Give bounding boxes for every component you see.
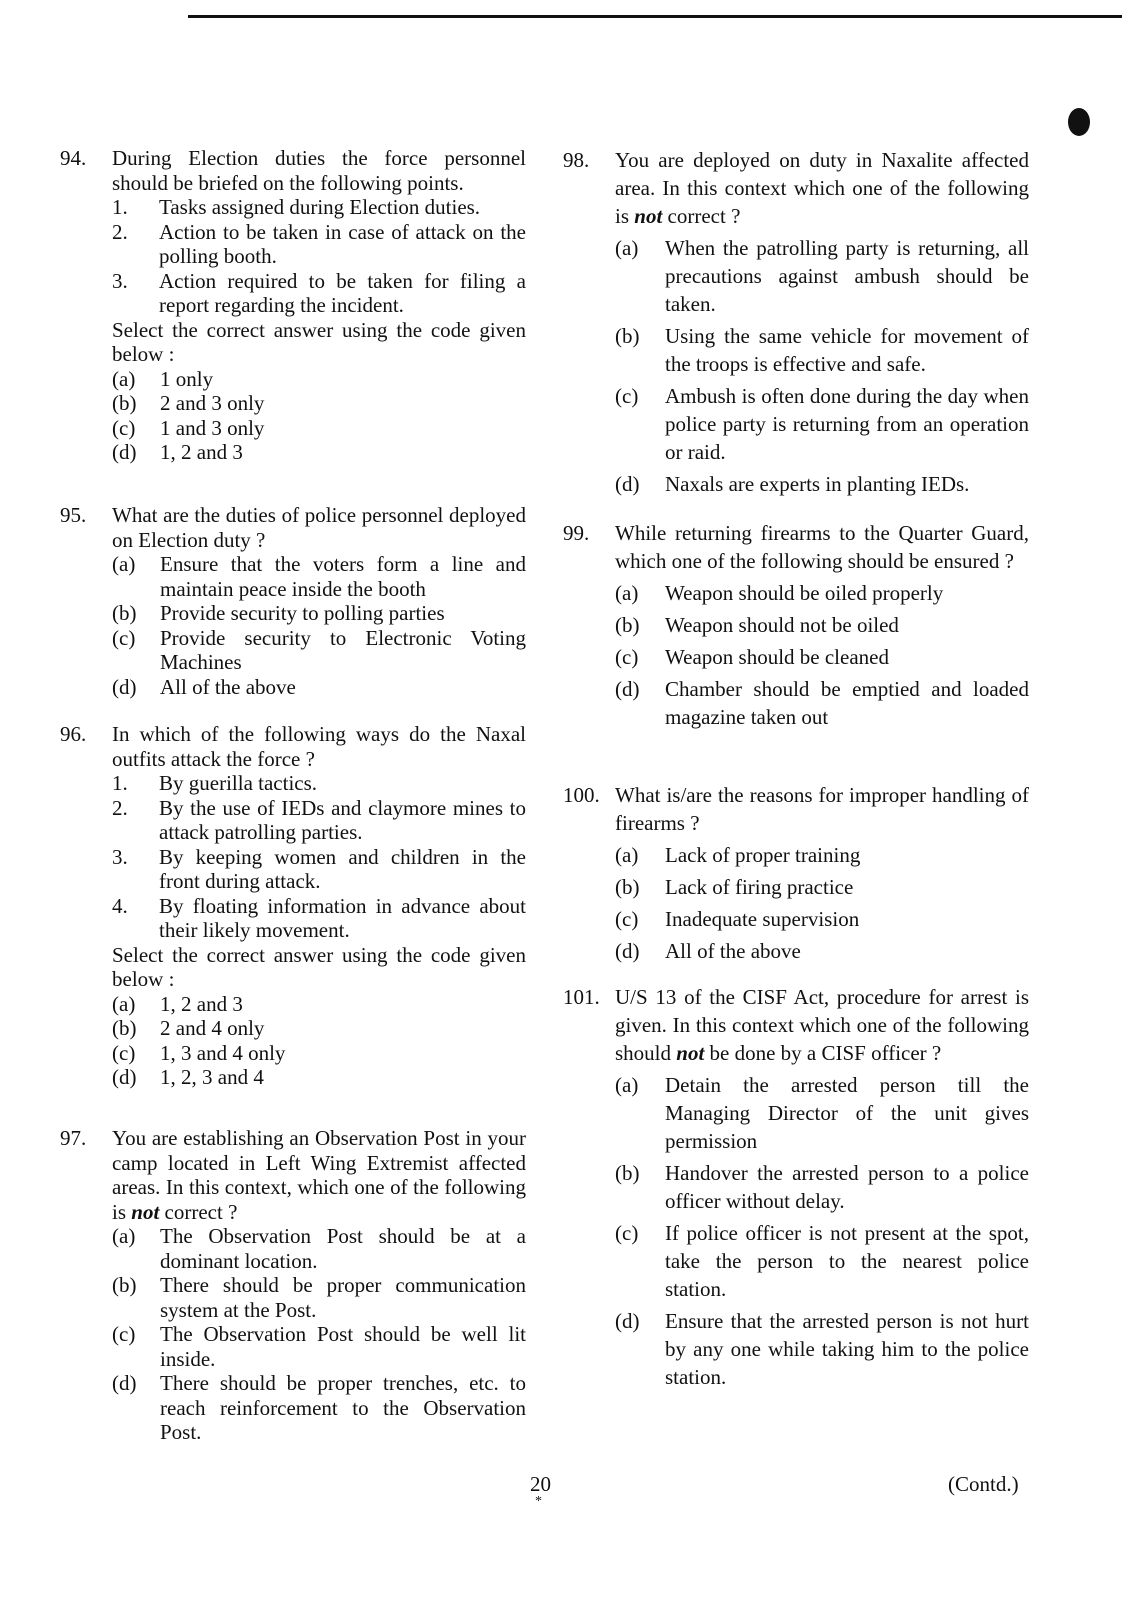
question-body xyxy=(112,503,526,699)
continued-label: (Contd.) xyxy=(948,1472,1019,1496)
option-text: Provide security to Electronic Voting Machines xyxy=(160,625,526,674)
answer-option xyxy=(615,234,1029,318)
option-text: Ambush is often done during the day when police party is returning from an operation or raid. xyxy=(665,384,1029,464)
option-label: (a) xyxy=(112,991,136,1016)
stem-text: While returning firearms to the Quarter Guard, which one of the following should be ensured ? xyxy=(615,521,1029,573)
question-96 xyxy=(60,722,526,1090)
question-94 xyxy=(60,146,526,465)
option-text: 2 and 4 only xyxy=(160,1016,265,1040)
option-label: (d) xyxy=(615,677,640,701)
option-text: Ensure that the voters form a line and maintain peace inside the booth xyxy=(160,552,526,601)
statement-item xyxy=(112,894,526,943)
answer-option xyxy=(112,416,526,441)
option-label: (b) xyxy=(112,1273,137,1297)
stem-emphasis: not xyxy=(131,1199,160,1224)
option-label: (a) xyxy=(615,1073,639,1097)
answer-option xyxy=(615,322,1029,378)
answer-option xyxy=(615,873,1029,901)
stem-text: U/S 13 of the CISF Act, procedure for arrest is given. In this context which one of the following should xyxy=(615,985,1029,1065)
answer-option xyxy=(112,391,526,416)
answer-option xyxy=(615,1071,1029,1155)
option-label: (c) xyxy=(615,907,639,931)
answer-option xyxy=(615,643,1029,671)
question-body xyxy=(615,983,1029,1391)
stem-text: In which of the following ways do the Naxal outfits attack the force ? xyxy=(112,722,526,771)
answer-option xyxy=(112,552,526,601)
page-number: 20 xyxy=(530,1472,551,1496)
question-stem xyxy=(615,146,1029,230)
option-label: (c) xyxy=(112,1322,136,1346)
answer-option xyxy=(112,1041,526,1066)
question-100 xyxy=(563,781,1029,965)
option-label: (b) xyxy=(112,1016,137,1040)
question-number: 98. xyxy=(563,148,590,172)
answer-option xyxy=(615,905,1029,933)
option-text: Inadequate supervision xyxy=(665,907,860,931)
answer-option xyxy=(615,1159,1029,1215)
question-body xyxy=(112,146,526,465)
statement-number: 4. xyxy=(112,893,128,918)
question-row xyxy=(563,146,1029,498)
stem-emphasis: not xyxy=(676,1041,705,1065)
option-label: (c) xyxy=(615,384,639,408)
answer-option xyxy=(112,675,526,700)
question-row xyxy=(60,1126,526,1445)
option-label: (a) xyxy=(615,581,639,605)
option-text: 1, 2 and 3 xyxy=(160,991,243,1016)
option-label: (c) xyxy=(615,1221,639,1245)
option-text: 1, 2 and 3 xyxy=(160,440,243,464)
statement-item xyxy=(112,771,526,796)
question-number: 95. xyxy=(60,503,87,527)
option-text: The Observation Post should be at a dominant location. xyxy=(160,1224,526,1273)
statement-item xyxy=(112,269,526,318)
answer-option xyxy=(615,937,1029,965)
option-label: (a) xyxy=(112,1224,136,1248)
answer-option xyxy=(615,1219,1029,1303)
stem-text: What are the duties of police personnel deployed on Election duty ? xyxy=(112,503,526,552)
question-row xyxy=(60,503,526,699)
option-text: All of the above xyxy=(665,939,801,963)
option-label: (c) xyxy=(112,1040,136,1065)
answer-option xyxy=(615,1307,1029,1391)
option-text: Ensure that the arrested person is not hurt by any one while taking him to the police station. xyxy=(665,1309,1029,1389)
question-row xyxy=(60,722,526,1090)
stem-emphasis: not xyxy=(634,204,663,228)
option-text: Weapon should be oiled properly xyxy=(665,581,944,605)
question-row xyxy=(563,983,1029,1391)
statement-number: 3. xyxy=(112,844,128,869)
option-text: Naxals are experts in planting IEDs. xyxy=(665,472,970,496)
question-body xyxy=(112,722,526,1090)
statement-item xyxy=(112,220,526,269)
answer-option xyxy=(615,675,1029,731)
option-text: Provide security to polling parties xyxy=(160,601,445,625)
statement-item xyxy=(112,845,526,894)
question-95 xyxy=(60,503,526,699)
option-text: Lack of firing practice xyxy=(665,875,854,899)
answer-option xyxy=(112,1065,526,1090)
instruction-text: Select the correct answer using the code given below : xyxy=(112,942,526,991)
stem-text: You are deployed on duty in Naxalite affected area. In this context which one of the following is xyxy=(615,148,1029,228)
option-text: All of the above xyxy=(160,674,296,699)
option-text: Lack of proper training xyxy=(665,843,861,867)
option-label: (a) xyxy=(112,366,136,391)
question-number: 100. xyxy=(563,783,600,807)
answer-option xyxy=(112,1273,526,1322)
question-body xyxy=(112,1126,526,1445)
option-text: There should be proper communication system at the Post. xyxy=(160,1273,526,1322)
question-stem xyxy=(112,722,526,771)
top-rule xyxy=(188,15,1122,18)
question-row xyxy=(563,519,1029,731)
option-label: (b) xyxy=(615,613,640,637)
statement-text: By floating information in advance about their likely movement. xyxy=(159,893,526,942)
option-label: (b) xyxy=(615,1161,640,1185)
option-label: (c) xyxy=(112,415,136,440)
question-99 xyxy=(563,519,1029,731)
question-body xyxy=(615,781,1029,965)
statement-text: Tasks assigned during Election duties. xyxy=(159,195,481,219)
question-101 xyxy=(563,983,1029,1391)
option-text: If police officer is not present at the spot, take the person to the nearest police station. xyxy=(665,1221,1029,1301)
stem-text: You are establishing an Observation Post in your camp located in Left Wing Extremist affected areas. In this context, which one of the following is xyxy=(112,1126,526,1224)
question-row xyxy=(563,781,1029,965)
option-text: 1 only xyxy=(160,366,214,391)
statement-item xyxy=(112,195,526,220)
stem-text-end: correct ? xyxy=(662,204,741,228)
option-text: Handover the arrested person to a police officer without delay. xyxy=(665,1161,1029,1213)
answer-option xyxy=(112,1371,526,1445)
answer-option xyxy=(112,601,526,626)
question-number: 96. xyxy=(60,722,87,746)
option-text: 2 and 3 only xyxy=(160,391,265,415)
answer-option xyxy=(112,1224,526,1273)
answer-option xyxy=(112,440,526,465)
question-number: 99. xyxy=(563,521,590,545)
option-label: (d) xyxy=(112,440,137,464)
option-label: (d) xyxy=(615,939,640,963)
answer-option xyxy=(112,626,526,675)
stem-text-end: correct ? xyxy=(159,1199,238,1224)
option-label: (b) xyxy=(615,324,640,348)
statement-number: 1. xyxy=(112,195,128,219)
statement-text: By the use of IEDs and claymore mines to attack patrolling parties. xyxy=(159,795,526,844)
option-label: (d) xyxy=(112,674,137,699)
option-label: (a) xyxy=(615,236,639,260)
option-label: (c) xyxy=(615,645,639,669)
question-stem xyxy=(112,146,526,195)
question-number: 94. xyxy=(60,146,87,170)
option-text: Using the same vehicle for movement of the troops is effective and safe. xyxy=(665,324,1029,376)
footer-star: * xyxy=(535,1494,542,1509)
option-label: (d) xyxy=(615,472,640,496)
option-text: 1, 2, 3 and 4 xyxy=(160,1065,264,1089)
question-stem xyxy=(615,781,1029,837)
option-text: 1, 3 and 4 only xyxy=(160,1040,286,1065)
statement-text: Action to be taken in case of attack on the polling booth. xyxy=(159,219,526,268)
answer-option xyxy=(615,470,1029,498)
option-text: Detain the arrested person till the Managing Director of the unit gives permission xyxy=(665,1073,1029,1153)
answer-option xyxy=(615,611,1029,639)
answer-option xyxy=(615,579,1029,607)
option-label: (c) xyxy=(112,625,136,650)
stem-text: What is/are the reasons for improper handling of firearms ? xyxy=(615,783,1029,835)
statement-text: By keeping women and children in the front during attack. xyxy=(159,844,526,893)
question-body xyxy=(615,146,1029,498)
question-98 xyxy=(563,146,1029,498)
statement-text: Action required to be taken for filing a report regarding the incident. xyxy=(159,268,526,317)
question-stem xyxy=(615,519,1029,575)
option-text: Weapon should be cleaned xyxy=(665,645,889,669)
question-number: 101. xyxy=(563,985,600,1009)
instruction-text: Select the correct answer using the code given below : xyxy=(112,317,526,366)
question-row xyxy=(60,146,526,465)
answer-option xyxy=(615,382,1029,466)
statement-number: 1. xyxy=(112,771,128,795)
answer-option xyxy=(112,992,526,1017)
option-label: (b) xyxy=(112,391,137,415)
statement-number: 2. xyxy=(112,219,128,244)
statement-number: 3. xyxy=(112,268,128,293)
stem-text: During Election duties the force personnel should be briefed on the following points. xyxy=(112,146,526,195)
option-label: (d) xyxy=(112,1371,137,1395)
option-label: (b) xyxy=(112,601,137,625)
option-text: There should be proper trenches, etc. to reach reinforcement to the Observation Post. xyxy=(160,1371,526,1444)
question-body xyxy=(615,519,1029,731)
statement-number: 2. xyxy=(112,795,128,820)
stem-text-end: be done by a CISF officer ? xyxy=(704,1041,942,1065)
option-label: (d) xyxy=(112,1065,137,1089)
answer-option xyxy=(112,367,526,392)
question-stem xyxy=(112,1126,526,1224)
question-stem xyxy=(112,503,526,552)
statement-item xyxy=(112,796,526,845)
option-text: The Observation Post should be well lit inside. xyxy=(160,1322,526,1371)
question-stem xyxy=(615,983,1029,1067)
answer-option xyxy=(615,841,1029,869)
question-number: 97. xyxy=(60,1126,87,1150)
answer-option xyxy=(112,1322,526,1371)
option-label: (d) xyxy=(615,1309,640,1333)
option-text: 1 and 3 only xyxy=(160,415,265,440)
registration-dot xyxy=(1068,108,1090,136)
option-text: When the patrolling party is returning, all precautions against ambush should be taken. xyxy=(665,236,1029,316)
option-label: (a) xyxy=(615,843,639,867)
answer-option xyxy=(112,1016,526,1041)
question-97 xyxy=(60,1126,526,1445)
option-label: (a) xyxy=(112,552,136,576)
option-text: Weapon should not be oiled xyxy=(665,613,899,637)
option-label: (b) xyxy=(615,875,640,899)
option-text: Chamber should be emptied and loaded magazine taken out xyxy=(665,677,1029,729)
statement-text: By guerilla tactics. xyxy=(159,771,318,795)
